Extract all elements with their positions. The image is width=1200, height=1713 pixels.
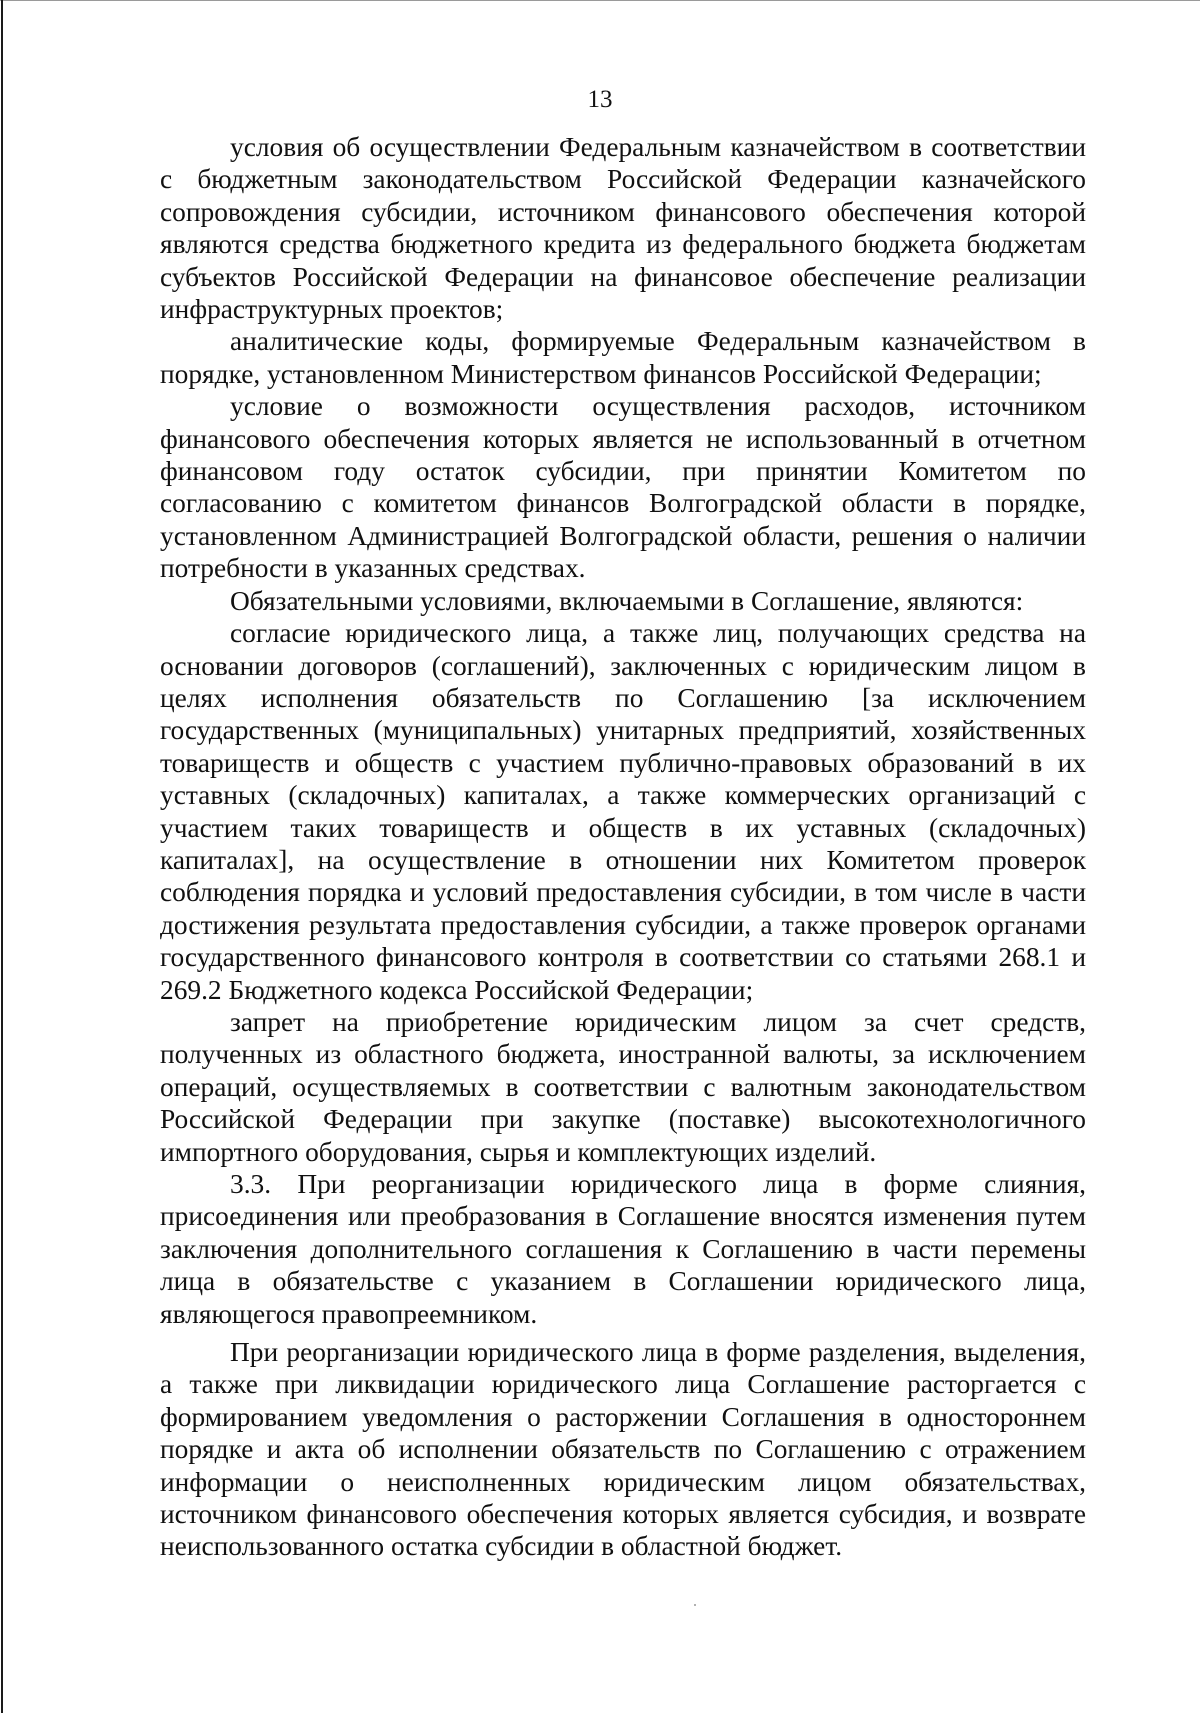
document-body	[160, 131, 1086, 1563]
scan-edge-left	[1, 0, 3, 1713]
scan-edge-top	[0, 0, 1200, 1]
paragraph-reorganization-merger: 3.3. При реорганизации юридического лица в форме слияния, присоединения или преобразования в Соглашение вносятся изменения путем заключения дополнительного соглашения к Соглашению в части перемены лица в обязательстве с указанием в Соглашении юридического лица, являющегося правопреемником.	[160, 1169, 1086, 1329]
paragraph-analytic-codes: аналитические коды, формируемые Федеральным казначейством в порядке, установленном Министерством финансов Российской Федерации;	[160, 326, 1086, 389]
paragraph-currency-purchase-ban: запрет на приобретение юридическим лицом за счет средств, полученных из областного бюджета, иностранной валюты, за исключением операций, осуществляемых в соответствии с валютным законодательством Российской Федерации при закупке (поставке) высокотехнологичного импортного оборудования, сырья и комплектующих изделий.	[160, 1006, 1086, 1167]
page-number: 13	[587, 86, 613, 113]
scan-speck	[694, 1604, 696, 1606]
paragraph-inspection-consent: согласие юридического лица, а также лиц, получающих средства на основании договоров (соглашений), заключенных с юридическим лицом в целях исполнения обязательств по Соглашению [за исключением государственных (муниципальных) унитарных предприятий, хозяйственных товариществ и обществ с участием публично-правовых образований в их уставных (складочных) капиталах, а также коммерческих организаций с участием таких товариществ и обществ в их уставных (складочных) капиталах], на осуществление в отношении них Комитетом проверок соблюдения порядка и условий предоставления субсидии, в том числе в части достижения результата предоставления субсидии, а также проверок органами государственного финансового контроля в соответствии со статьями 268.1 и 269.2 Бюджетного кодекса Российской Федерации;	[160, 618, 1086, 1005]
paragraph-mandatory-conditions-intro: Обязательными условиями, включаемыми в Соглашение, являются:	[230, 585, 1024, 616]
paragraph-treasury-support-conditions: условия об осуществлении Федеральным казначейством в соответствии с бюджетным законодательством Российской Федерации казначейского сопровождения субсидии, источником финансового обеспечения которой являются средства бюджетного кредита из федерального бюджета бюджетам субъектов Российской Федерации на финансовое обеспечение реализации инфраструктурных проектов;	[160, 132, 1086, 325]
paragraph-reorganization-division: При реорганизации юридического лица в форме разделения, выделения, а также при ликвидации юридического лица Соглашение расторгается с формированием уведомления о расторжении Соглашения в одностороннем порядке и акта об исполнении обязательств по Соглашению с отражением информации о неисполненных юридическим лицом обязательствах, источником финансового обеспечения которых является субсидия, и возврате неиспользованного остатка субсидии в областной бюджет.	[160, 1337, 1086, 1562]
paragraph-unused-balance-condition: условие о возможности осуществления расходов, источником финансового обеспечения которых является не использованный в отчетном финансовом году остаток субсидии, при принятии Комитетом по согласованию с комитетом финансов Волгоградской области в порядке, установленном Администрацией Волгоградской области, решения о наличии потребности в указанных средствах.	[160, 391, 1086, 584]
